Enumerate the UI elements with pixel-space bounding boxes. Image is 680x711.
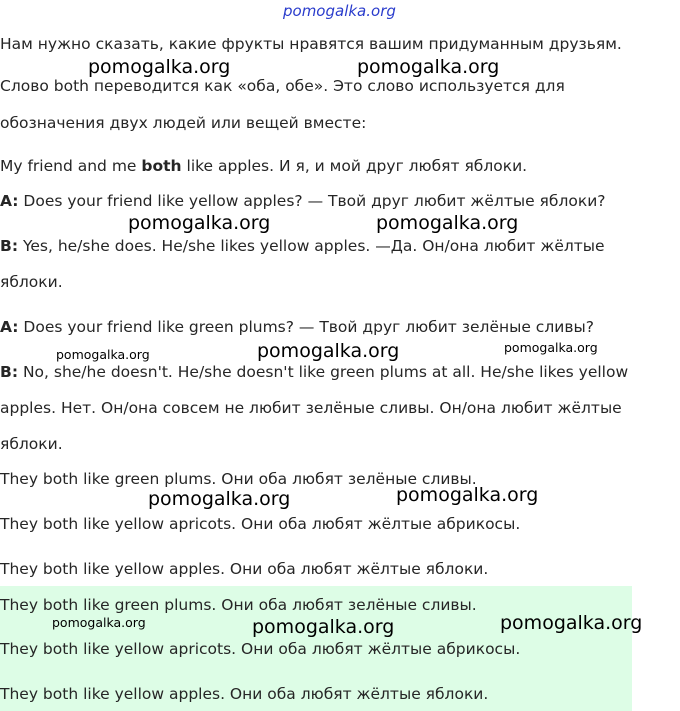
watermark: pomogalka.org — [128, 212, 271, 234]
answer-sentence-2: They both like yellow apricots. Они оба любят жёлтые абрикосы. — [0, 640, 521, 658]
dialogue2-a — [0, 317, 594, 337]
dialogue1-a-label: A: — [0, 192, 19, 210]
example-sentence — [0, 156, 527, 176]
example-after: like apples. И я, и мой друг любят яблоки. — [181, 157, 528, 175]
answer-sentence-3: They both like yellow apples. Они оба любят жёлтые яблоки. — [0, 685, 489, 703]
watermark: pomogalka.org — [148, 488, 291, 510]
watermark: pomogalka.org — [56, 347, 150, 362]
dialogue1-b — [0, 236, 605, 256]
dialogue1-b-label: B: — [0, 237, 19, 255]
dialogue2-b-text: No, she/he doesn't. He/she doesn't like green plums at all. He/she likes yellow — [18, 363, 629, 381]
dialogue2-a-label: A: — [0, 318, 19, 336]
watermark: pomogalka.org — [257, 340, 400, 362]
dialogue2-a-text: Does your friend like green plums? — Твой друг любит зелёные сливы? — [18, 318, 594, 336]
watermark: pomogalka.org — [88, 56, 231, 78]
example-before: My friend and me — [0, 157, 142, 175]
watermark: pomogalka.org — [396, 484, 539, 506]
watermark: pomogalka.org — [376, 212, 519, 234]
header-watermark: pomogalka.org — [283, 2, 396, 20]
intro-line-2: Слово both переводится как «оба, обе». Это слово используется для — [0, 77, 565, 95]
watermark: pomogalka.org — [252, 616, 395, 638]
answer-sentence-1: They both like green plums. Они оба любят зелёные сливы. — [0, 596, 477, 614]
example-bold: both — [141, 157, 182, 175]
dialogue1-b-text: Yes, he/she does. He/she likes yellow apples. —Да. Он/она любит жёлтые — [18, 237, 605, 255]
sentence-1: They both like green plums. Они оба любят зелёные сливы. — [0, 470, 477, 488]
dialogue2-b-cont1: apples. Нет. Он/она совсем не любит зелёные сливы. Он/она любит жёлтые — [0, 399, 622, 417]
watermark: pomogalka.org — [500, 612, 643, 634]
watermark: pomogalka.org — [504, 340, 598, 355]
dialogue2-b-label: B: — [0, 363, 19, 381]
dialogue1-b-cont: яблоки. — [0, 273, 63, 291]
dialogue1-a — [0, 191, 606, 211]
dialogue1-a-text: Does your friend like yellow apples? — Твой друг любит жёлтые яблоки? — [18, 192, 606, 210]
sentence-3: They both like yellow apples. Они оба любят жёлтые яблоки. — [0, 560, 489, 578]
watermark: pomogalka.org — [52, 615, 146, 630]
sentence-2: They both like yellow apricots. Они оба любят жёлтые абрикосы. — [0, 515, 521, 533]
watermark: pomogalka.org — [357, 56, 500, 78]
intro-line-3: обозначения двух людей или вещей вместе: — [0, 114, 367, 132]
dialogue2-b-cont2: яблоки. — [0, 435, 63, 453]
intro-line-1: Нам нужно сказать, какие фрукты нравятся вашим придуманным друзьям. — [0, 35, 622, 53]
dialogue2-b — [0, 362, 628, 382]
